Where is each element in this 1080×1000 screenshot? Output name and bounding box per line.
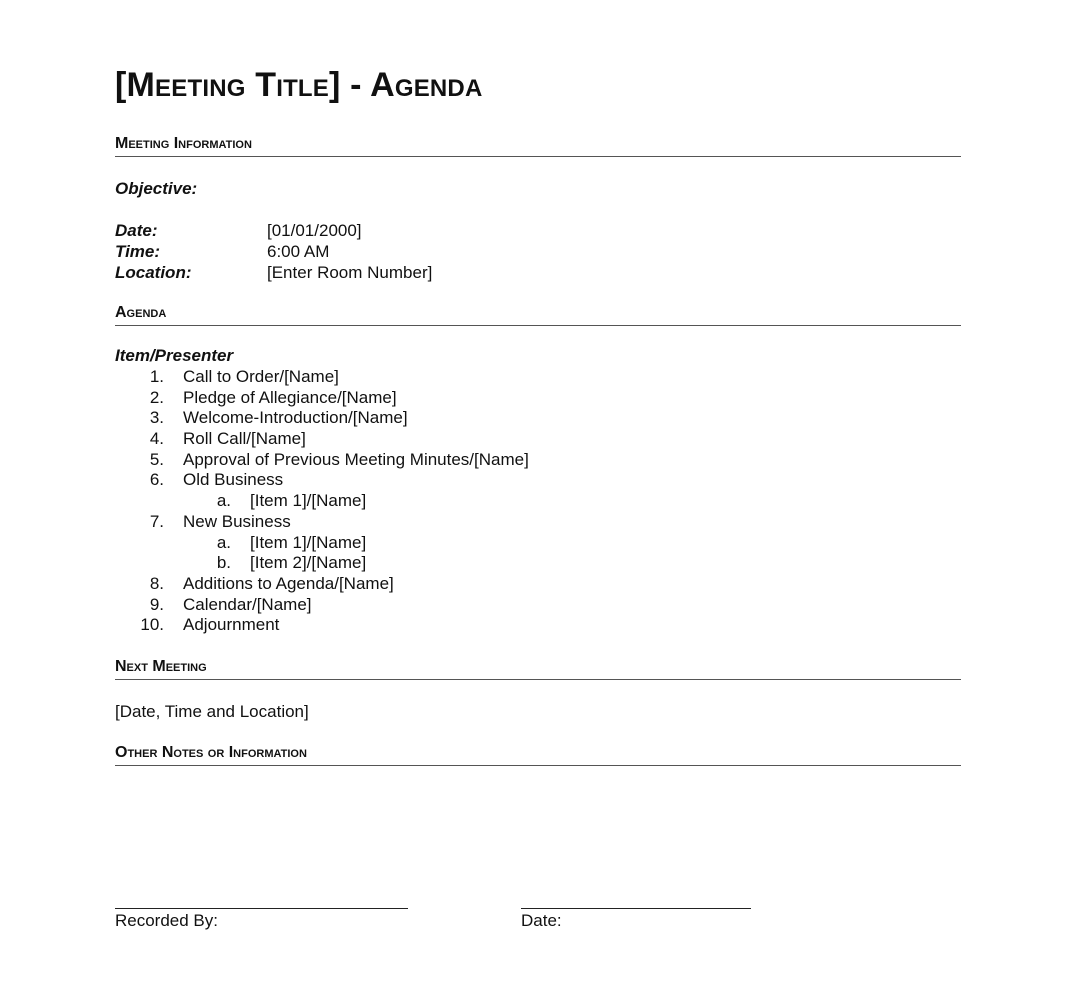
item-presenter-label: Item/Presenter <box>115 346 234 365</box>
item-text: Pledge of Allegiance/[Name] <box>183 387 397 407</box>
subitem-text: [Item 2]/[Name] <box>250 553 367 573</box>
time-value: 6:00 AM <box>267 242 330 261</box>
recorded-by-line <box>115 908 408 909</box>
item-text: Call to Order/[Name] <box>183 367 339 386</box>
subitem-text: [Item 1]/[Name] <box>250 491 367 511</box>
date-value: [01/01/2000] <box>267 221 362 240</box>
signature-date-label: Date: <box>521 911 562 930</box>
item-number: 4. <box>149 429 164 449</box>
item-number: 8. <box>149 573 164 593</box>
item-text: Old Business <box>183 470 284 490</box>
recorded-by-label: Recorded By: <box>115 911 218 930</box>
subitem-text: [Item 1]/[Name] <box>250 532 367 552</box>
date-label: Date: <box>115 221 158 240</box>
time-label: Time: <box>115 242 161 261</box>
item-text: Welcome-Introduction/[Name] <box>183 408 408 428</box>
agenda-heading: Agenda <box>115 304 961 326</box>
subitem-letter: a. <box>216 532 231 552</box>
meeting-information-heading: Meeting Information <box>115 135 961 157</box>
item-text: Roll Call/[Name] <box>183 429 306 449</box>
location-label: Location: <box>115 263 192 282</box>
item-number: 3. <box>149 408 164 428</box>
signature-date-line <box>521 908 751 909</box>
item-number: 5. <box>149 449 164 469</box>
item-text: Calendar/[Name] <box>183 594 312 614</box>
objective-label: Objective: <box>115 179 198 198</box>
document-title: [Meeting Title] - Agenda <box>115 66 483 104</box>
next-meeting-details: [Date, Time and Location] <box>115 702 309 721</box>
item-number: 6. <box>149 470 164 490</box>
item-text: Approval of Previous Meeting Minutes/[Name] <box>183 449 529 469</box>
item-number: 2. <box>149 387 164 407</box>
item-text: Additions to Agenda/[Name] <box>183 573 394 593</box>
item-text: New Business <box>183 511 291 531</box>
other-notes-heading: Other Notes or Information <box>115 744 961 766</box>
subitem-letter: b. <box>216 553 231 573</box>
item-number: 9. <box>149 594 164 614</box>
item-number: 10. <box>140 615 164 635</box>
location-value: [Enter Room Number] <box>267 263 433 282</box>
item-number: 1. <box>149 367 164 386</box>
item-text: Adjournment <box>183 615 280 635</box>
next-meeting-heading: Next Meeting <box>115 658 961 680</box>
item-number: 7. <box>149 511 164 531</box>
subitem-letter: a. <box>216 491 231 511</box>
